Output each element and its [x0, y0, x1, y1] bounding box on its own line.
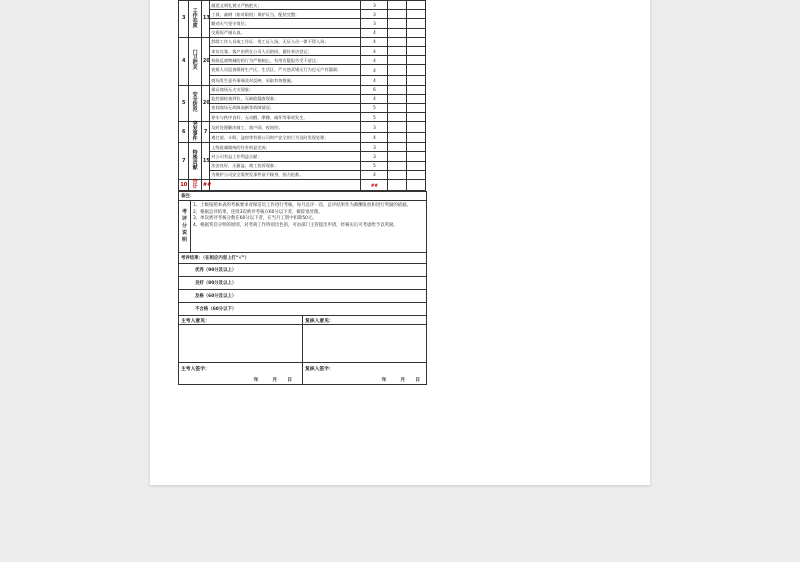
- criterion-score: 4: [361, 132, 388, 143]
- review-eval-cell[interactable]: [407, 10, 426, 19]
- table-row: [179, 10, 426, 19]
- criterion-text: 持陈反商物城的的行为严格制止，有用有疑报告受不留洼；: [210, 56, 361, 65]
- method-label: 考评分说明: [179, 201, 191, 253]
- self-eval-cell[interactable]: [388, 76, 407, 85]
- criterion-score: 5: [361, 103, 388, 112]
- self-eval-cell[interactable]: [388, 170, 407, 179]
- method-line: 2、根据总评结果，连续3次被评考核在60分以下者，做辞退处理。: [193, 209, 323, 215]
- criterion-text: 及时处理解决商工、商户闹、夜间纷；: [210, 122, 361, 133]
- self-eval-cell[interactable]: [388, 56, 407, 65]
- self-eval-cell[interactable]: [388, 143, 407, 152]
- table-row: [179, 94, 426, 103]
- reviewer-opinion-label: 复核人意见：: [303, 316, 427, 325]
- self-eval-cell[interactable]: [388, 46, 407, 55]
- criterion-text: 勤劝天气坚守岗位；: [210, 19, 361, 28]
- section-category: 突发事件: [189, 122, 202, 143]
- criterion-score: 5: [361, 161, 388, 170]
- table-row: [179, 56, 426, 65]
- date-day: 日: [287, 377, 292, 383]
- criterion-score: 4: [361, 56, 388, 65]
- table-row: [179, 85, 426, 94]
- self-eval-cell[interactable]: [388, 122, 407, 133]
- date-year: 年: [381, 377, 387, 383]
- criterion-text: 来访宾客、客户由所在公司人员陪同，做好来访登记；: [210, 46, 361, 55]
- total-review: [407, 180, 426, 191]
- criterion-text: 遇打架、斗殴、盗窃等有损公司财产安全的行为及时发现处理；: [210, 132, 361, 143]
- date-day: 日: [415, 377, 420, 383]
- section-category: 工作态度: [189, 1, 202, 38]
- table-row: [179, 113, 426, 122]
- table-row: [179, 65, 426, 76]
- criterion-text: 交班短严谨认真。: [210, 28, 361, 37]
- total-label: 合计: [189, 180, 202, 191]
- table-row: [179, 19, 426, 28]
- section-category: 特殊贡献: [189, 143, 202, 180]
- section-points: 15: [201, 143, 209, 180]
- criterion-text: 做延文明礼貌又严格把关；: [210, 1, 361, 10]
- self-eval-cell[interactable]: [388, 28, 407, 37]
- criterion-text: 工裁、森钢（如对职机）保护证当，配装完整；: [210, 10, 361, 19]
- section-number: 4: [179, 37, 189, 85]
- review-eval-cell[interactable]: [407, 85, 426, 94]
- criterion-score: 3: [361, 152, 388, 161]
- review-eval-cell[interactable]: [407, 132, 426, 143]
- remarks-table: [178, 191, 427, 385]
- total-number: 10: [179, 180, 189, 191]
- assessor-opinion-box[interactable]: [179, 325, 303, 363]
- criterion-text: 夜间商场无故障高断等故障情况；: [210, 103, 361, 112]
- table-row: [179, 37, 426, 46]
- self-eval-cell[interactable]: [388, 94, 407, 103]
- review-eval-cell[interactable]: [407, 161, 426, 170]
- criterion-text: 为维护公司安全需突发事件奋不顾身，损力抢救。: [210, 170, 361, 179]
- review-eval-cell[interactable]: [407, 56, 426, 65]
- section-number: 6: [179, 122, 189, 143]
- total-row: [179, 180, 426, 191]
- criterion-text: 监控器检查到位，无缺陷漏查现象；: [210, 94, 361, 103]
- section-number: 3: [179, 1, 189, 38]
- criterion-score: 3: [361, 19, 388, 28]
- self-eval-cell[interactable]: [388, 10, 407, 19]
- review-eval-cell[interactable]: [407, 113, 426, 122]
- criterion-text: 保证商场无火灾现象；: [210, 85, 361, 94]
- evaluation-table: [178, 0, 426, 191]
- table-row: [179, 161, 426, 170]
- table-row: [179, 170, 426, 179]
- document-page: [150, 0, 650, 485]
- section-number: 7: [179, 143, 189, 180]
- grade-excellent[interactable]: 优秀（90分及以上）: [179, 264, 427, 277]
- self-eval-cell[interactable]: [388, 1, 407, 10]
- criterion-score: 4: [361, 37, 388, 46]
- criterion-text: 夜班人员巡查维持生产区、生活区，严刃逆武堵无行为也无产有漏洞；: [210, 65, 361, 76]
- criterion-score: 3: [361, 122, 388, 133]
- assessor-date: [179, 375, 303, 385]
- review-eval-cell[interactable]: [407, 94, 426, 103]
- reviewer-sign-label: 复核人签字：: [303, 363, 427, 375]
- review-eval-cell[interactable]: [407, 170, 426, 179]
- grade-good[interactable]: 良好（80分及以上）: [179, 277, 427, 290]
- total-points: ##: [201, 180, 209, 191]
- table-row: [179, 1, 426, 10]
- table-row: [179, 152, 426, 161]
- table-row: [179, 28, 426, 37]
- review-eval-cell[interactable]: [407, 28, 426, 37]
- remarks-label: 备注：: [179, 192, 427, 201]
- criterion-score: 5: [361, 113, 388, 122]
- criterion-score: 3: [361, 1, 388, 10]
- criterion-score: 4: [361, 65, 388, 76]
- section-category: 安全防范: [189, 85, 202, 122]
- criterion-score: 3: [361, 10, 388, 19]
- self-eval-cell[interactable]: [388, 113, 407, 122]
- total-blank: [210, 180, 361, 191]
- criterion-score: 4: [361, 46, 388, 55]
- self-eval-cell[interactable]: [388, 132, 407, 143]
- self-eval-cell[interactable]: [388, 85, 407, 94]
- date-year: 年: [253, 377, 259, 383]
- evaluation-sheet: [178, 0, 578, 385]
- review-eval-cell[interactable]: [407, 46, 426, 55]
- date-month: 月: [400, 377, 406, 383]
- date-month: 月: [272, 377, 278, 383]
- assessor-sign-label: 主考人签字：: [179, 363, 303, 375]
- grade-pass[interactable]: 及格（60分及以上）: [179, 290, 427, 303]
- self-eval-cell[interactable]: [388, 65, 407, 76]
- table-row: [179, 122, 426, 133]
- self-eval-cell[interactable]: [388, 152, 407, 161]
- criterion-text: 商场发生意外事端及时反映，采取有效措施。: [210, 76, 361, 85]
- table-row: [179, 132, 426, 143]
- reviewer-opinion-box[interactable]: [303, 325, 427, 363]
- criterion-score: 4: [361, 76, 388, 85]
- criterion-text: 对公司有益工作利益贡献；: [210, 152, 361, 161]
- review-eval-cell[interactable]: [407, 65, 426, 76]
- self-eval-cell[interactable]: [388, 103, 407, 112]
- criterion-score: 3: [361, 143, 388, 152]
- section-points: 20: [201, 85, 209, 122]
- review-eval-cell[interactable]: [407, 37, 426, 46]
- review-eval-cell[interactable]: [407, 143, 426, 152]
- criterion-text: 治安良好，无偷盗、商工投诉现象；: [210, 161, 361, 170]
- review-eval-cell[interactable]: [407, 76, 426, 85]
- grade-fail[interactable]: 不合格（60分以下）: [179, 303, 427, 316]
- table-row: [179, 103, 426, 112]
- section-category: 门卫把关: [189, 37, 202, 85]
- assessor-opinion-label: 主考人意见：: [179, 316, 303, 325]
- total-score: ##: [361, 180, 388, 191]
- criterion-score: 4: [361, 28, 388, 37]
- self-eval-cell[interactable]: [388, 37, 407, 46]
- review-eval-cell[interactable]: [407, 1, 426, 10]
- section-points: 20: [201, 37, 209, 85]
- table-row: [179, 143, 426, 152]
- criterion-score: 4: [361, 94, 388, 103]
- reviewer-date: [303, 375, 427, 385]
- total-self: [388, 180, 407, 191]
- review-eval-cell[interactable]: [407, 122, 426, 133]
- self-eval-cell[interactable]: [388, 161, 407, 170]
- method-line: 4、根据奖罚分明的原则，对考商工作特别出色的，可由部门主管提出申请，经核实后可考虑给予以奖励。: [193, 222, 398, 228]
- section-points: 13: [201, 1, 209, 38]
- method-line: 1、上级按照本表的考核要求对保洁员工作进行考核，每月总评一次，总评结果作为薪酬发放和进行奖励的依据。: [193, 203, 411, 208]
- section-points: 7: [201, 122, 209, 143]
- table-row: [179, 76, 426, 85]
- table-row: [179, 46, 426, 55]
- method-lines: [191, 201, 427, 253]
- grade-title: 考评结果：（在相应内容上打“√”）: [179, 253, 427, 264]
- review-eval-cell[interactable]: [407, 103, 426, 112]
- self-eval-cell[interactable]: [388, 19, 407, 28]
- criterion-text: 辞除工作人员或工作证、贵工证入场，无证人员一律不得入场；: [210, 37, 361, 46]
- criterion-text: 停车与秩序良好，无动醒、摩擦、破坏等事故发生。: [210, 113, 361, 122]
- criterion-text: 上级批属做统的任有机显完成；: [210, 143, 361, 152]
- criterion-score: 4: [361, 170, 388, 179]
- review-eval-cell[interactable]: [407, 19, 426, 28]
- review-eval-cell[interactable]: [407, 152, 426, 161]
- criterion-score: 6: [361, 85, 388, 94]
- section-number: 5: [179, 85, 189, 122]
- method-line: 3、单次被评考核分数在60分以下者，在当月工资中扣除50元。: [193, 216, 317, 221]
